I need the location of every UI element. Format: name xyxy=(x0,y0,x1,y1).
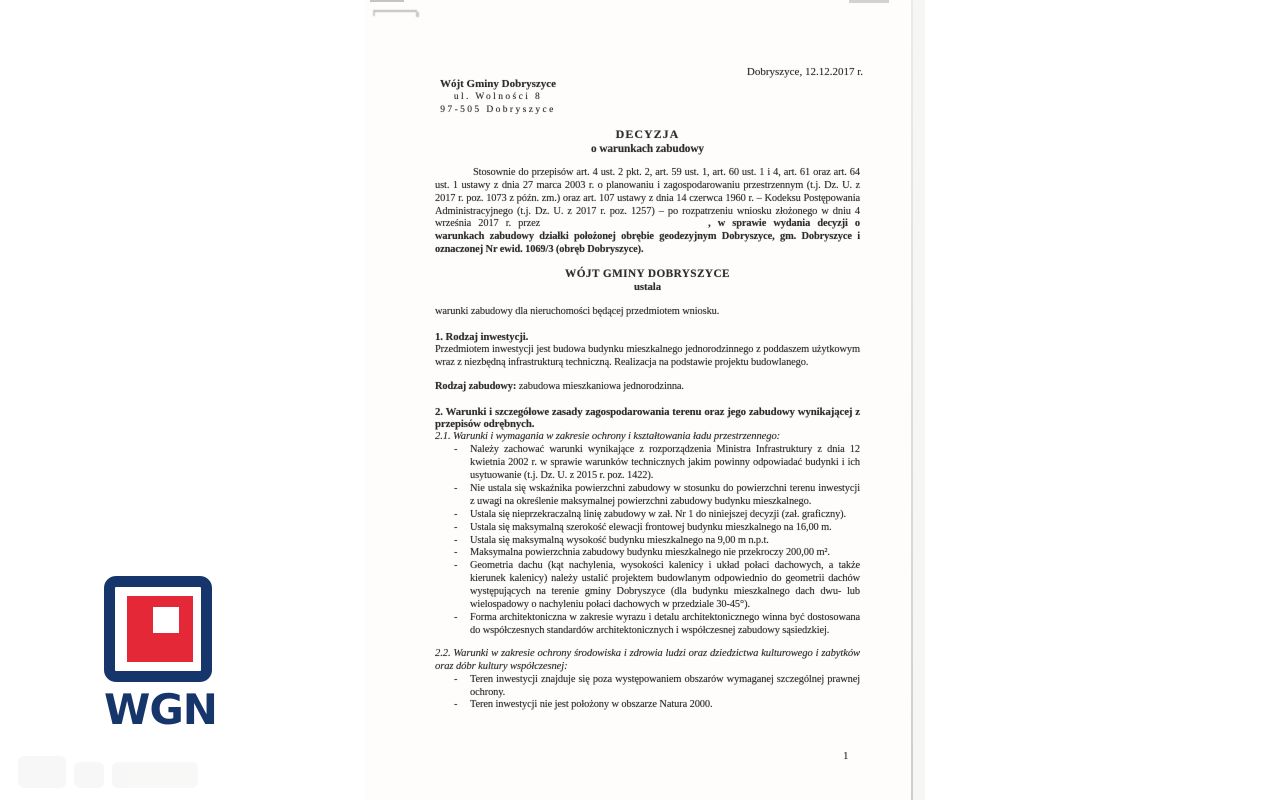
building-type-value: zabudowa mieszkaniowa jednorodzinna. xyxy=(516,380,684,392)
scan-smudge xyxy=(373,10,417,16)
section-1-body: Przedmiotem inwestycji jest budowa budynku mieszkalnego jednorodzinnego z poddaszem użytkowym wraz z niezbędną infrastrukturą techniczną. Realizacja na podstawie projektu budowlanego. xyxy=(435,343,860,368)
scan-artifact-mark xyxy=(849,0,889,3)
section-2-2-heading: 2.2. Warunki w zakresie ochrony środowiska i zdrowia ludzi oraz dziedzictwa kulturowego i zabytków oraz dóbr kultury współczesnej: xyxy=(435,647,860,672)
section-2-1-heading: 2.1. Warunki i wymagania w zakresie ochrony i kształtowania ładu przestrzennego: xyxy=(435,431,781,443)
intro-text: Stosownie do przepisów art. 4 ust. 2 pkt. 2, art. 59 ust. 1, art. 60 ust. 1 i 4, art. 61 oraz art. 64 ust. 1 ustawy z dnia 27 marca 2003 r. o planowaniu i zagospodarowaniu przestrzennym (t.j. Dz. U. z 2017 r. poz. 1073 z późn. zm.) oraz art. 107 ustawy z dnia 14 czerwca 1960 r. – Kodeksu Postępowania Administracyjnego (t.j. Dz. U. z 2017 r. poz. 1257) – po rozpatrzeniu wniosku złożonego w dniu 4 września 2017 r. przez xyxy=(435,166,860,230)
intro-paragraph xyxy=(435,167,860,257)
authority-action: ustala xyxy=(634,281,661,294)
sender-city: 97-505 Dobryszyce xyxy=(440,105,556,115)
authority-line: WÓJT GMINY DOBRYSZYCE xyxy=(565,268,730,281)
section-2-2-list xyxy=(435,674,860,713)
building-type-line xyxy=(435,381,860,394)
list-item: - Należy zachować warunki wynikające z rozporządzenia Ministra Infrastruktury z dnia 12 kwietnia 2002 r. w sprawie warunków technicznych jakim powinny odpowiadać budynki i ich usytuowanie (t.j. Dz. U. z 2015 r. poz. 1422). xyxy=(470,444,860,483)
list-item: - Ustala się maksymalną wysokość budynku mieszkalnego na 9,00 m n.p.t. xyxy=(470,535,860,548)
list-item: - Teren inwestycji nie jest położony w obszarze Natura 2000. xyxy=(470,699,860,712)
list-item: - Forma architektoniczna w zakresie wyrazu i detalu architektonicznego winna być dostosowana do współczesnych standardów architektonicznych i współczesnej zabudowy sąsiedzkiej. xyxy=(470,612,860,638)
scan-artifact-mark xyxy=(370,0,404,2)
watermark-shape xyxy=(74,762,104,788)
establishes-line: warunki zabudowy dla nieruchomości będącej przedmiotem wniosku. xyxy=(435,305,720,317)
section-2-heading: 2. Warunki i szczegółowe zasady zagospodarowania terenu oraz jego zabudowy wynikającej z przepisów odrębnych. xyxy=(435,405,860,431)
watermark xyxy=(18,756,218,790)
wgn-wordmark: WGN xyxy=(104,685,217,734)
sender-name: Wójt Gminy Dobryszyce xyxy=(439,78,557,90)
wgn-logo xyxy=(104,576,217,734)
list-item: - Ustala się maksymalną szerokość elewacji frontowej budynku mieszkalnego na 16,00 m. xyxy=(470,522,860,535)
building-type-label: Rodzaj zabudowy: xyxy=(435,380,517,392)
document-title: DECYZJA xyxy=(615,127,680,141)
page-edge-shadow xyxy=(913,0,925,800)
wgn-logo-red-square xyxy=(127,596,193,662)
intro-subject-bold: , w sprawie wydania decyzji o warunkach zabudowy działki położonej obrębie geodezyjnym Dobryszyce, gm. Dobryszyce i oznaczonej Nr ewid. 1069/3 (obręb Dobryszyce). xyxy=(435,218,860,256)
scanned-document-page xyxy=(365,0,925,800)
redacted-applicant-gap xyxy=(540,225,708,226)
section-1-heading: 1. Rodzaj inwestycji. xyxy=(435,330,529,343)
sender-address-block xyxy=(423,78,573,116)
list-item: - Teren inwestycji znajduje się poza występowaniem obszarów wymaganej szczególnej prawnej ochrony. xyxy=(470,674,860,700)
list-item: - Ustala się nieprzekraczalną linię zabudowy w zał. Nr 1 do niniejszej decyzji (zał. graficzny). xyxy=(470,509,860,522)
list-item: - Maksymalna powierzchnia zabudowy budynku mieszkalnego nie przekroczy 200,00 m². xyxy=(470,547,860,560)
sender-street: ul. Wolności 8 xyxy=(453,92,543,102)
section-2-1-list xyxy=(435,444,860,638)
date-line: Dobryszyce, 12.12.2017 r. xyxy=(746,66,863,78)
list-item: - Geometria dachu (kąt nachylenia, wysokości kalenicy i układ połaci dachowych, a także kierunek kalenicy) należy ustalić projektem budowlanym odpowiednio do geometrii dachów występujących na terenie gminy Dobryszyce (dla budynku mieszkalnego dach dwu- lub wielospadowy o nachyleniu połaci dachowych w przedziale 30-45°). xyxy=(470,560,860,612)
watermark-shape xyxy=(18,756,66,788)
page-edge-line xyxy=(911,0,913,800)
document-subtitle: o warunkach zabudowy xyxy=(591,142,704,155)
page-number: 1 xyxy=(843,750,849,762)
wgn-logo-icon xyxy=(104,576,212,682)
list-item: - Nie ustala się wskaźnika powierzchni zabudowy w stosunku do powierzchni terenu inwestycji z uwagi na określenie maksymalnej powierzchni zabudowy budynku mieszkalnego. xyxy=(470,483,860,509)
document-body xyxy=(435,128,860,712)
watermark-shape xyxy=(112,762,198,788)
wgn-logo-white-square xyxy=(153,607,179,633)
